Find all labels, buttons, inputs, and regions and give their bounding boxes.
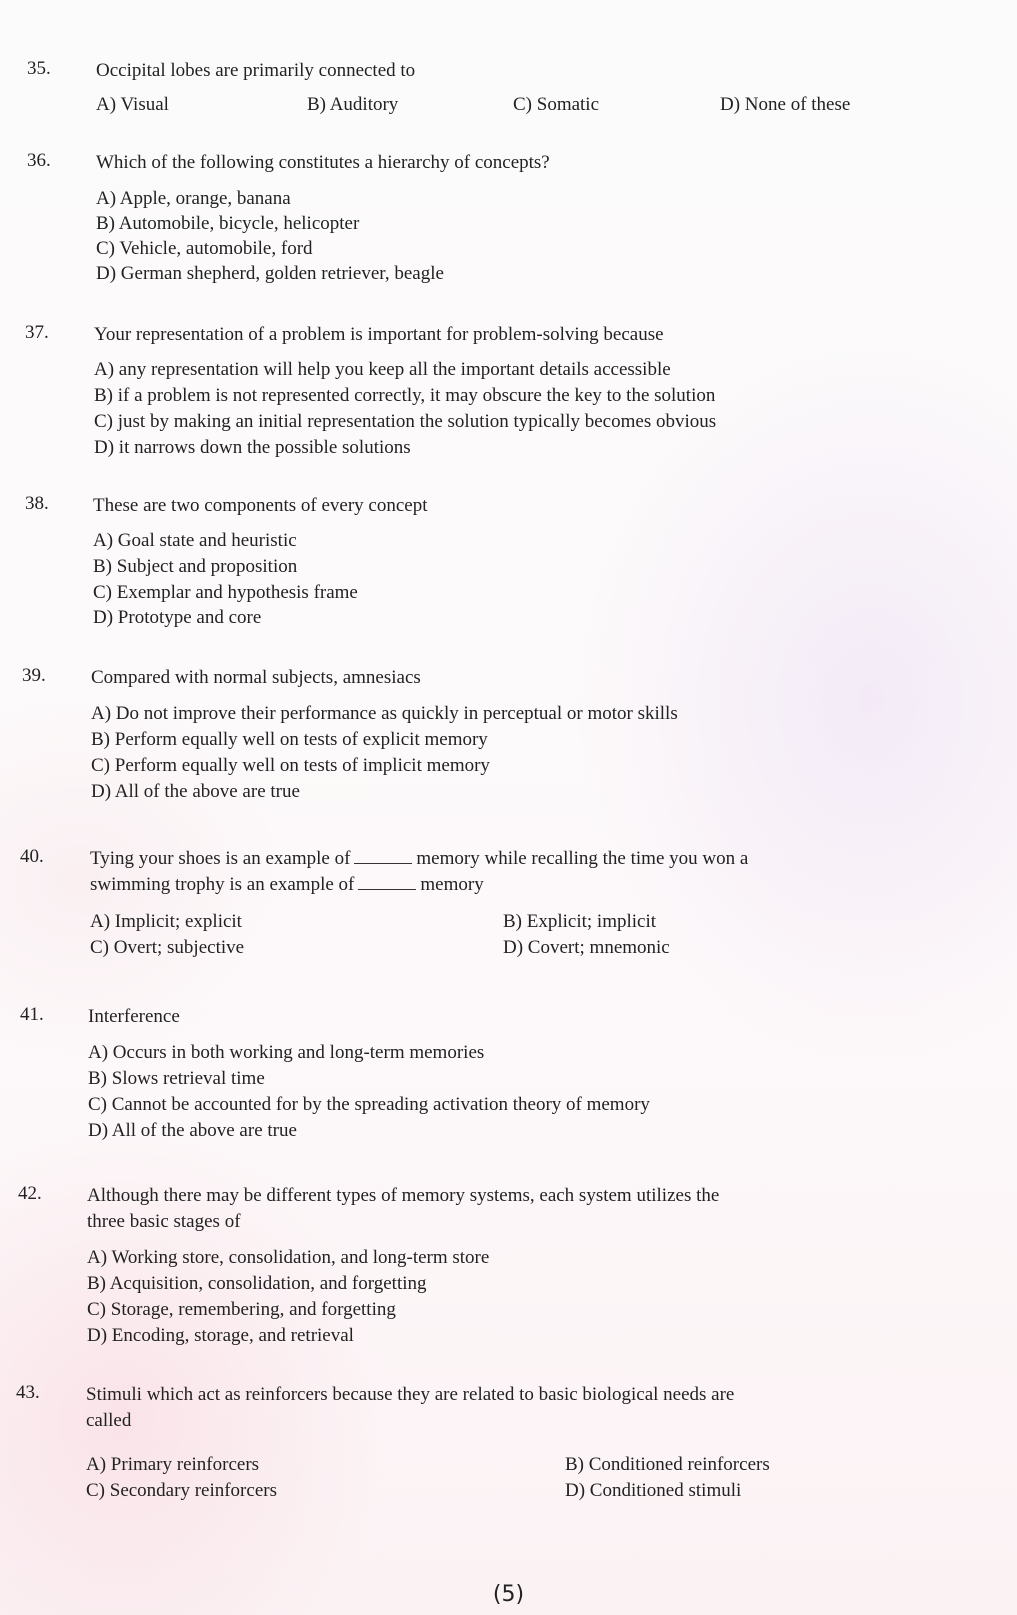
question-number: 41. (20, 1004, 44, 1025)
question-stem (90, 846, 940, 898)
question-number: 35. (27, 58, 51, 79)
option-b: B) Automobile, bicycle, helicopter (96, 213, 360, 234)
option-b: B) Acquisition, consolidation, and forgetting (87, 1273, 427, 1294)
page-number: (5) (492, 1582, 525, 1607)
stem-part: memory (420, 874, 484, 895)
option-a: A) Working store, consolidation, and long-term store (87, 1247, 490, 1268)
question-stem: Which of the following constitutes a hierarchy of concepts? (96, 152, 550, 173)
question-number: 43. (16, 1382, 40, 1403)
question-number: 40. (20, 846, 44, 867)
option-c: C) just by making an initial representation the solution typically becomes obvious (94, 411, 717, 432)
option-a: A) Primary reinforcers (86, 1454, 260, 1475)
option-c: C) Perform equally well on tests of implicit memory (91, 755, 490, 776)
option-d: D) Conditioned stimuli (565, 1480, 742, 1501)
stem-line: three basic stages of (87, 1211, 241, 1232)
option-c: C) Storage, remembering, and forgetting (87, 1299, 396, 1320)
question-stem: Interference (88, 1006, 180, 1027)
option-b: B) Subject and proposition (93, 556, 298, 577)
option-a: A) Occurs in both working and long-term memories (88, 1042, 485, 1063)
stem-part: Tying your shoes is an example of (90, 848, 351, 869)
question-stem: Occipital lobes are primarily connected to (96, 60, 416, 81)
option-a: A) Do not improve their performance as quickly in perceptual or motor skills (91, 703, 678, 724)
question-number: 38. (25, 493, 49, 514)
option-a: A) Apple, orange, banana (96, 188, 291, 209)
stem-line: Although there may be different types of memory systems, each system utilizes the (87, 1185, 720, 1206)
question-stem (86, 1382, 946, 1434)
option-c: C) Overt; subjective (90, 937, 245, 958)
option-d: D) All of the above are true (88, 1120, 297, 1141)
question-stem: Your representation of a problem is important for problem-solving because (94, 324, 664, 345)
option-a: A) Visual (96, 94, 169, 115)
option-d: D) Covert; mnemonic (503, 937, 670, 958)
option-d: D) All of the above are true (91, 781, 300, 802)
option-b: B) Conditioned reinforcers (565, 1454, 770, 1475)
answer-blank (354, 847, 412, 864)
option-b: B) Auditory (307, 94, 399, 115)
option-a: A) Implicit; explicit (90, 911, 242, 932)
stem-line: called (86, 1410, 132, 1431)
option-c: C) Vehicle, automobile, ford (96, 238, 313, 259)
question-stem: These are two components of every concept (93, 495, 428, 516)
option-c: C) Cannot be accounted for by the spreading activation theory of memory (88, 1094, 650, 1115)
stem-part: memory while recalling the time you won a (416, 848, 749, 869)
question-number: 36. (27, 150, 51, 171)
option-d: D) it narrows down the possible solutions (94, 437, 411, 458)
question-number: 39. (22, 665, 46, 686)
stem-part: swimming trophy is an example of (90, 874, 355, 895)
option-d: D) German shepherd, golden retriever, beagle (96, 263, 444, 284)
question-number: 37. (25, 322, 49, 343)
option-a: A) any representation will help you keep all the important details accessible (94, 359, 671, 380)
option-c: C) Exemplar and hypothesis frame (93, 582, 358, 603)
option-b: B) Explicit; implicit (503, 911, 657, 932)
option-b: B) Perform equally well on tests of explicit memory (91, 729, 488, 750)
option-b: B) Slows retrieval time (88, 1068, 265, 1089)
option-d: D) Prototype and core (93, 607, 262, 628)
question-number: 42. (18, 1183, 42, 1204)
question-stem: Compared with normal subjects, amnesiacs (91, 667, 421, 688)
option-c: C) Secondary reinforcers (86, 1480, 277, 1501)
stem-line: Stimuli which act as reinforcers because they are related to basic biological needs are (86, 1384, 735, 1405)
answer-blank (358, 873, 416, 890)
option-c: C) Somatic (513, 94, 600, 115)
option-a: A) Goal state and heuristic (93, 530, 297, 551)
option-d: D) Encoding, storage, and retrieval (87, 1325, 354, 1346)
option-b: B) if a problem is not represented correctly, it may obscure the key to the solution (94, 385, 716, 406)
option-d: D) None of these (720, 94, 851, 115)
question-stem (87, 1183, 947, 1235)
